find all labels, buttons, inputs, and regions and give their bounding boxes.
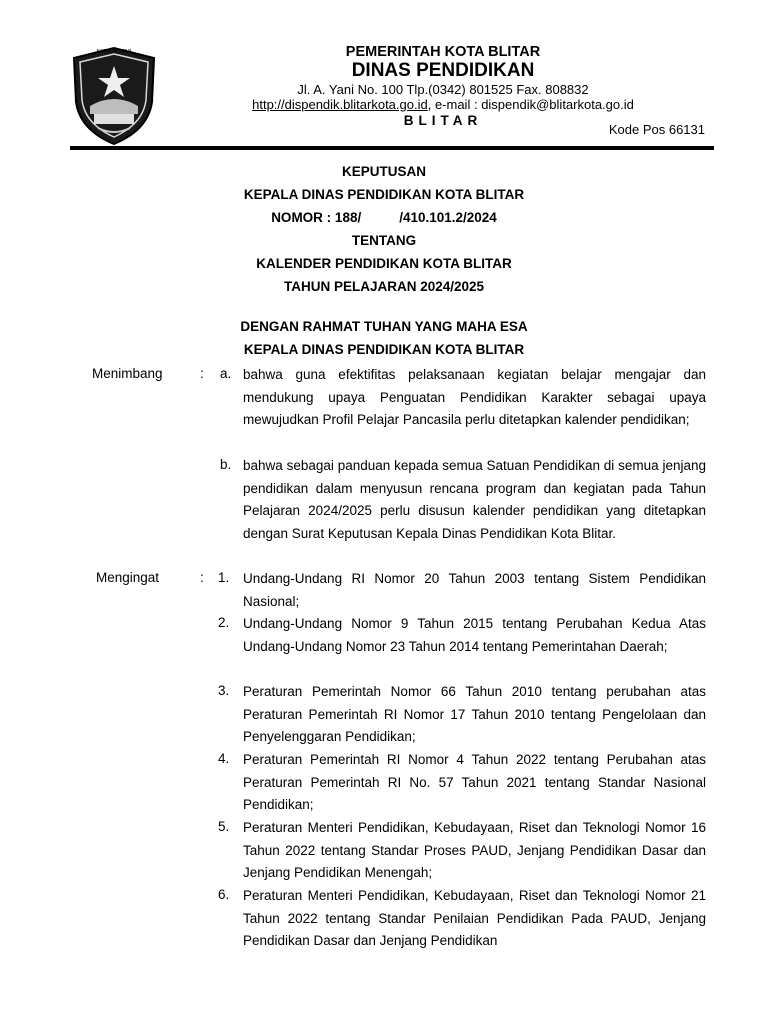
- item-marker: 3.: [218, 683, 230, 698]
- contact-line: [200, 97, 686, 112]
- nomor-suffix: /410.101.2/2024: [399, 210, 497, 225]
- title-keputusan: KEPUTUSAN: [341, 164, 426, 179]
- item-marker: a.: [220, 366, 232, 381]
- mengingat-item-2: Undang-Undang Nomor 9 Tahun 2015 tentang Perubahan Kedua Atas Undang-Undang Nomor 23 Tahun 2014 tentang Pemerintahan Daerah;: [243, 616, 706, 654]
- mengingat-item-1: Undang-Undang RI Nomor 20 Tahun 2003 tentang Sistem Pendidikan Nasional;: [243, 571, 706, 609]
- section-label-menimbang: Menimbang: [92, 366, 163, 381]
- title-tahun: TAHUN PELAJARAN 2024/2025: [283, 279, 485, 294]
- city-name: BLITAR: [403, 113, 483, 128]
- mengingat-item-6: Peraturan Menteri Pendidikan, Kebudayaan, Riset dan Teknologi Nomor 21 Tahun 2022 tentang Standar Penilaian Pendidikan Pada PAUD, Jenjang Pendidikan Dasar dan Jenjang Pendidikan: [243, 888, 706, 949]
- org-name: PEMERINTAH KOTA BLITAR: [345, 44, 541, 60]
- section-label-mengingat: Mengingat: [96, 570, 160, 585]
- menimbang-item-b: bahwa sebagai panduan kepada semua Satuan Pendidikan di semua jenjang pendidikan dalam menyusun rencana program dan kegiatan pada Tahun Pelajaran 2024/2025 perlu disusun kalender pendidikan yang ditetapkan dengan Surat Keputusan Kepala Dinas Pendidikan Kota Blitar.: [243, 458, 706, 541]
- email-separator: , e-mail :: [427, 97, 482, 112]
- postal-code: Kode Pos 66131: [608, 122, 705, 137]
- section-colon: :: [200, 366, 204, 381]
- item-marker: 1.: [218, 570, 230, 585]
- section-colon: :: [200, 570, 204, 585]
- title-kepala-dinas-2: KEPALA DINAS PENDIDIKAN KOTA BLITAR: [243, 342, 525, 357]
- svg-text:KOTA BLITAR: KOTA BLITAR: [96, 48, 132, 55]
- mengingat-item-4: Peraturan Pemerintah RI Nomor 4 Tahun 2022 tentang Perubahan atas Peraturan Pemerintah RI No. 57 Tahun 2021 tentang Standar Nasional Pendidikan;: [243, 752, 706, 813]
- mengingat-item-5: Peraturan Menteri Pendidikan, Kebudayaan, Riset dan Teknologi Nomor 16 Tahun 2022 tentang Standar Proses PAUD, Jenjang Pendidikan Dasar dan Jenjang Pendidikan Menengah;: [243, 820, 706, 881]
- dept-name: DINAS PENDIDIKAN: [351, 60, 535, 81]
- menimbang-item-a: bahwa guna efektifitas pelaksanaan kegiatan belajar mengajar dan mendukung upaya Penguatan Pendidikan Karakter sebagai upaya mewujudkan Profil Pelajar Pancasila perlu ditetapkan kalender pendidikan;: [243, 367, 706, 428]
- title-tentang: TENTANG: [351, 233, 417, 248]
- item-marker: 2.: [218, 615, 230, 630]
- letterhead-divider: [70, 146, 714, 150]
- kota-blitar-crest-icon: [68, 44, 160, 146]
- item-marker: b.: [220, 457, 232, 472]
- decree-title-block: [0, 160, 768, 361]
- mengingat-item-3: Peraturan Pemerintah Nomor 66 Tahun 2010 tentang perubahan atas Peraturan Pemerintah RI Nomor 17 Tahun 2010 tentang Pengelolaan dan Penyelenggaran Pendidikan;: [243, 684, 706, 745]
- title-nomor: [0, 206, 768, 229]
- item-marker: 5.: [218, 819, 230, 834]
- item-marker: 6.: [218, 887, 230, 902]
- item-marker: 4.: [218, 751, 230, 766]
- website-link[interactable]: http://dispendik.blitarkota.go.id: [252, 97, 428, 112]
- nomor-prefix: NOMOR : 188/: [271, 210, 362, 225]
- email-address: dispendik@blitarkota.go.id: [481, 97, 634, 112]
- title-kalender: KALENDER PENDIDIKAN KOTA BLITAR: [256, 256, 512, 271]
- title-kepala-dinas: KEPALA DINAS PENDIDIKAN KOTA BLITAR: [243, 187, 525, 202]
- title-rahmat: DENGAN RAHMAT TUHAN YANG MAHA ESA: [240, 319, 528, 334]
- address: Jl. A. Yani No. 100 Tlp.(0342) 801525 Fax. 808832: [297, 82, 589, 97]
- letterhead: [200, 44, 686, 129]
